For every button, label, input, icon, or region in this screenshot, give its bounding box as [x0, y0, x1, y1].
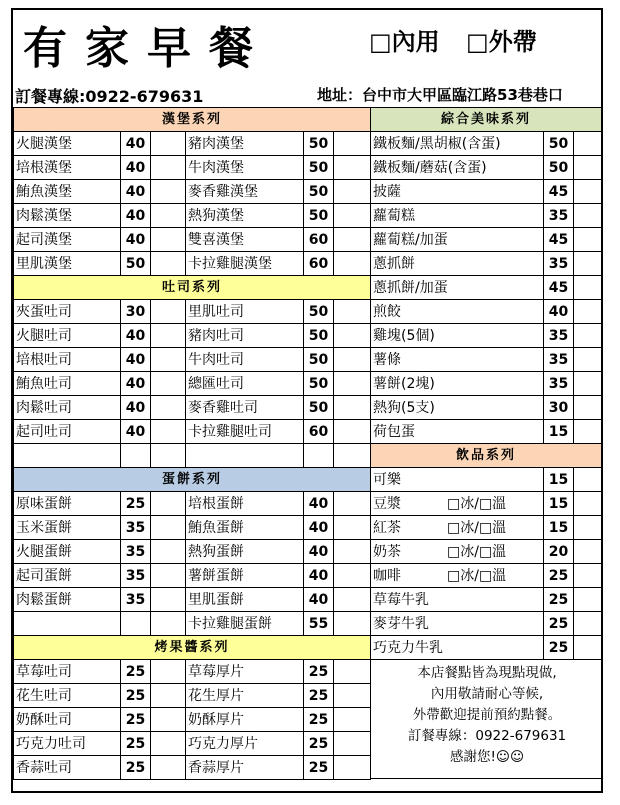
- menu-item-price: 40: [304, 564, 334, 588]
- menu-item-name[interactable]: 培根蛋餅: [186, 492, 304, 516]
- quantity-cell[interactable]: [574, 204, 602, 228]
- quantity-cell[interactable]: [574, 348, 602, 372]
- menu-item-price: 40: [304, 588, 334, 612]
- menu-row: [14, 708, 371, 732]
- menu-item-name[interactable]: 火腿蛋餅: [14, 540, 121, 564]
- quantity-cell[interactable]: [334, 516, 371, 540]
- menu-row: [14, 564, 371, 588]
- quantity-cell[interactable]: [334, 564, 371, 588]
- menu-item-name[interactable]: 巧克力厚片: [186, 732, 304, 756]
- menu-item-name[interactable]: 煎餃: [371, 300, 544, 324]
- menu-item-name[interactable]: 熱狗蛋餅: [186, 540, 304, 564]
- quantity-cell[interactable]: [151, 132, 186, 156]
- quantity-cell[interactable]: [151, 708, 186, 732]
- menu-row: [371, 636, 602, 660]
- quantity-cell[interactable]: [334, 300, 371, 324]
- notice-line: 外帶歡迎提前預約點餐。: [412, 707, 562, 723]
- notice-line: 本店餐點皆為現點現做,: [417, 665, 557, 681]
- quantity-cell[interactable]: [151, 492, 186, 516]
- quantity-cell[interactable]: [334, 324, 371, 348]
- quantity-cell[interactable]: [574, 468, 602, 492]
- menu-item-name[interactable]: 總匯吐司: [186, 372, 304, 396]
- menu-row: [371, 420, 602, 444]
- menu-item-price: 35: [121, 588, 151, 612]
- menu-item-price: 30: [544, 396, 574, 420]
- menu-item-name[interactable]: 奶酥吐司: [14, 708, 121, 732]
- menu-item-price: 50: [304, 132, 334, 156]
- menu-row: [371, 372, 602, 396]
- quantity-cell[interactable]: [574, 612, 602, 636]
- menu-item-price: 40: [121, 372, 151, 396]
- menu-item-name[interactable]: 巧克力吐司: [14, 732, 121, 756]
- drink-name: 可樂: [373, 471, 401, 488]
- quantity-cell[interactable]: [334, 396, 371, 420]
- quantity-cell[interactable]: [151, 732, 186, 756]
- menu-row: [371, 324, 602, 348]
- menu-item-name[interactable]: 薯餅(2塊): [371, 372, 544, 396]
- menu-item-name[interactable]: 草莓厚片: [186, 660, 304, 684]
- quantity-cell[interactable]: [151, 348, 186, 372]
- quantity-cell[interactable]: [151, 396, 186, 420]
- menu-item-name[interactable]: 鐵板麵/蘑菇(含蛋): [371, 156, 544, 180]
- menu-item-price: 50: [304, 204, 334, 228]
- menu-item-name[interactable]: 肉鬆漢堡: [14, 204, 121, 228]
- dine-in-checkbox[interactable]: □內用: [369, 28, 440, 56]
- menu-item-price: 50: [304, 156, 334, 180]
- menu-row: [371, 612, 602, 636]
- quantity-cell[interactable]: [151, 756, 186, 780]
- menu-item-name[interactable]: [371, 612, 544, 636]
- menu-item-price: 40: [121, 228, 151, 252]
- quantity-cell[interactable]: [151, 252, 186, 276]
- menu-item-price: 35: [121, 540, 151, 564]
- menu-item-price: 40: [304, 540, 334, 564]
- quantity-cell[interactable]: [151, 516, 186, 540]
- menu-row: [14, 492, 371, 516]
- quantity-cell[interactable]: [574, 156, 602, 180]
- section-header-row: [371, 108, 602, 132]
- quantity-cell[interactable]: [334, 372, 371, 396]
- section-header-row: [14, 108, 371, 132]
- menu-row: [371, 540, 602, 564]
- quantity-cell[interactable]: [151, 300, 186, 324]
- section-header-row: [371, 444, 602, 468]
- menu-item-name[interactable]: 蘿蔔糕/加蛋: [371, 228, 544, 252]
- quantity-cell[interactable]: [151, 324, 186, 348]
- menu-item-price: 35: [544, 204, 574, 228]
- menu-item-name[interactable]: 麥香雞吐司: [186, 396, 304, 420]
- quantity-cell[interactable]: [151, 372, 186, 396]
- menu-row: [14, 588, 371, 612]
- quantity-cell[interactable]: [574, 132, 602, 156]
- quantity-cell[interactable]: [151, 420, 186, 444]
- menu-item-name[interactable]: 火腿漢堡: [14, 132, 121, 156]
- quantity-cell[interactable]: [334, 228, 371, 252]
- menu-item-price: 25: [121, 660, 151, 684]
- menu-item-name[interactable]: 鮪魚吐司: [14, 372, 121, 396]
- quantity-cell[interactable]: [574, 564, 602, 588]
- quantity-cell[interactable]: [151, 684, 186, 708]
- menu-item-price: 50: [304, 300, 334, 324]
- quantity-cell[interactable]: [151, 588, 186, 612]
- store-notice: [371, 660, 602, 779]
- menu-item-price: [121, 612, 151, 636]
- menu-item-name[interactable]: [371, 636, 544, 660]
- menu-item-price: 30: [121, 300, 151, 324]
- menu-row: [371, 180, 602, 204]
- menu-item-name[interactable]: 卡拉雞腿漢堡: [186, 252, 304, 276]
- ice-hot-options[interactable]: □冰/□溫: [447, 543, 507, 560]
- quantity-cell[interactable]: [151, 156, 186, 180]
- menu-item-name[interactable]: 玉米蛋餅: [14, 516, 121, 540]
- menu-item-name[interactable]: [14, 612, 121, 636]
- menu-row: [14, 372, 371, 396]
- right-menu-table: [370, 107, 602, 779]
- menu-item-price: 40: [121, 180, 151, 204]
- quantity-cell[interactable]: [151, 540, 186, 564]
- menu-item-name[interactable]: [371, 564, 544, 588]
- menu-item-name[interactable]: 卡拉雞腿吐司: [186, 420, 304, 444]
- shop-name: 有家早餐: [23, 23, 271, 74]
- menu-item-price: 40: [121, 204, 151, 228]
- menu-item-price: 50: [121, 252, 151, 276]
- menu-item-name[interactable]: 熱狗(5支): [371, 396, 544, 420]
- menu-row: [14, 132, 371, 156]
- quantity-cell[interactable]: [334, 444, 371, 468]
- menu-item-price: [304, 444, 334, 468]
- menu-row: [371, 228, 602, 252]
- menu-item-price: 45: [544, 180, 574, 204]
- menu-row: [14, 252, 371, 276]
- menu-row: [371, 468, 602, 492]
- quantity-cell[interactable]: [334, 708, 371, 732]
- menu-item-price: 55: [304, 612, 334, 636]
- menu-item-price: 25: [304, 708, 334, 732]
- menu-item-name[interactable]: 雞塊(5個): [371, 324, 544, 348]
- quantity-cell[interactable]: [574, 540, 602, 564]
- menu-item-name[interactable]: 培根吐司: [14, 348, 121, 372]
- quantity-cell[interactable]: [574, 228, 602, 252]
- menu-item-price: 35: [121, 564, 151, 588]
- quantity-cell[interactable]: [574, 276, 602, 300]
- quantity-cell[interactable]: [574, 372, 602, 396]
- menu-row: [371, 348, 602, 372]
- quantity-cell[interactable]: [334, 156, 371, 180]
- menu-row: [371, 588, 602, 612]
- menu-item-price: 25: [121, 756, 151, 780]
- menu-row: [14, 756, 371, 780]
- menu-row: [371, 564, 602, 588]
- menu-item-name[interactable]: 奶酥厚片: [186, 708, 304, 732]
- order-hotline: 訂餐專線:0922-679631: [15, 87, 204, 106]
- menu-row: [14, 612, 371, 636]
- quantity-cell[interactable]: [574, 396, 602, 420]
- menu-item-name[interactable]: 豬肉吐司: [186, 324, 304, 348]
- quantity-cell[interactable]: [334, 420, 371, 444]
- menu-item-price: 25: [304, 756, 334, 780]
- menu-row: [14, 180, 371, 204]
- quantity-cell[interactable]: [334, 588, 371, 612]
- menu-item-name[interactable]: 蔥抓餅: [371, 252, 544, 276]
- menu-item-price: 40: [304, 492, 334, 516]
- menu-row: [14, 444, 371, 468]
- menu-row: [14, 732, 371, 756]
- menu-item-price: 35: [544, 372, 574, 396]
- quantity-cell[interactable]: [334, 660, 371, 684]
- menu-item-price: 25: [304, 684, 334, 708]
- menu-item-name[interactable]: [371, 588, 544, 612]
- quantity-cell[interactable]: [151, 660, 186, 684]
- quantity-cell[interactable]: [151, 444, 186, 468]
- ice-hot-options[interactable]: □冰/□溫: [447, 519, 507, 536]
- menu-item-price: 60: [304, 252, 334, 276]
- menu-item-price: 50: [304, 372, 334, 396]
- menu-row: [371, 276, 602, 300]
- notice-line: 內用敬請耐心等候,: [430, 686, 544, 702]
- menu-item-price: 35: [544, 348, 574, 372]
- notice-row: [371, 660, 602, 779]
- section-title: 飲品系列: [371, 444, 602, 468]
- left-menu-table: [13, 107, 371, 780]
- menu-item-price: 40: [121, 420, 151, 444]
- quantity-cell[interactable]: [334, 756, 371, 780]
- menu-item-name[interactable]: [371, 540, 544, 564]
- menu-item-price: 25: [544, 564, 574, 588]
- menu-item-price: 40: [121, 324, 151, 348]
- quantity-cell[interactable]: [574, 636, 602, 660]
- quantity-cell[interactable]: [574, 420, 602, 444]
- menu-item-name[interactable]: 香蒜厚片: [186, 756, 304, 780]
- section-title: 吐司系列: [14, 276, 371, 300]
- quantity-cell[interactable]: [334, 612, 371, 636]
- menu-row: [371, 492, 602, 516]
- quantity-cell[interactable]: [151, 228, 186, 252]
- menu-item-price: 25: [544, 612, 574, 636]
- menu-item-name[interactable]: 起司吐司: [14, 420, 121, 444]
- menu-item-price: 40: [121, 156, 151, 180]
- menu-item-name[interactable]: 草莓吐司: [14, 660, 121, 684]
- menu-sheet: [11, 8, 603, 793]
- menu-item-price: 25: [304, 732, 334, 756]
- menu-row: [371, 300, 602, 324]
- menu-item-name[interactable]: 牛肉吐司: [186, 348, 304, 372]
- quantity-cell[interactable]: [334, 540, 371, 564]
- menu-item-name[interactable]: 蔥抓餅/加蛋: [371, 276, 544, 300]
- drink-name: 奶茶: [373, 543, 401, 560]
- menu-item-price: 25: [544, 636, 574, 660]
- menu-item-price: 60: [304, 228, 334, 252]
- menu-item-name[interactable]: 夾蛋吐司: [14, 300, 121, 324]
- menu-row: [14, 228, 371, 252]
- menu-item-price: 40: [121, 348, 151, 372]
- menu-item-name[interactable]: 肉鬆吐司: [14, 396, 121, 420]
- menu-item-price: 40: [121, 396, 151, 420]
- menu-item-name[interactable]: 卡拉雞腿蛋餅: [186, 612, 304, 636]
- menu-row: [371, 132, 602, 156]
- menu-item-name[interactable]: 火腿吐司: [14, 324, 121, 348]
- quantity-cell[interactable]: [334, 684, 371, 708]
- menu-item-name[interactable]: [14, 444, 121, 468]
- menu-item-price: 40: [544, 300, 574, 324]
- menu-item-price: 20: [544, 540, 574, 564]
- drink-name: 巧克力牛乳: [373, 639, 443, 656]
- menu-item-price: 40: [121, 132, 151, 156]
- menu-item-name[interactable]: [371, 468, 544, 492]
- menu-item-price: 45: [544, 228, 574, 252]
- section-title: 烤果醬系列: [14, 636, 371, 660]
- menu-item-name[interactable]: 里肌漢堡: [14, 252, 121, 276]
- menu-row: [14, 324, 371, 348]
- menu-item-name[interactable]: 雙喜漢堡: [186, 228, 304, 252]
- quantity-cell[interactable]: [334, 180, 371, 204]
- quantity-cell[interactable]: [574, 588, 602, 612]
- menu-item-name[interactable]: 披薩: [371, 180, 544, 204]
- section-title: 綜合美味系列: [371, 108, 602, 132]
- quantity-cell[interactable]: [334, 132, 371, 156]
- section-header-row: [14, 276, 371, 300]
- menu-row: [14, 204, 371, 228]
- menu-item-name[interactable]: [186, 444, 304, 468]
- menu-item-name[interactable]: [371, 516, 544, 540]
- menu-item-price: 25: [121, 732, 151, 756]
- menu-item-name[interactable]: 薯條: [371, 348, 544, 372]
- menu-item-price: 35: [544, 324, 574, 348]
- quantity-cell[interactable]: [334, 252, 371, 276]
- drink-name: 紅茶: [373, 519, 401, 536]
- drink-name: 咖啡: [373, 567, 401, 584]
- menu-item-name[interactable]: 起司蛋餅: [14, 564, 121, 588]
- quantity-cell[interactable]: [574, 516, 602, 540]
- quantity-cell[interactable]: [334, 732, 371, 756]
- section-header-row: [14, 468, 371, 492]
- menu-item-price: 40: [304, 516, 334, 540]
- menu-item-name[interactable]: 蘿蔔糕: [371, 204, 544, 228]
- section-title: 蛋餅系列: [14, 468, 371, 492]
- menu-row: [371, 396, 602, 420]
- menu-row: [14, 420, 371, 444]
- menu-item-name[interactable]: 原味蛋餅: [14, 492, 121, 516]
- menu-item-name[interactable]: 里肌蛋餅: [186, 588, 304, 612]
- menu-item-price: 50: [304, 324, 334, 348]
- menu-row: [371, 516, 602, 540]
- menu-row: [14, 516, 371, 540]
- menu-item-price: 35: [121, 516, 151, 540]
- menu-item-price: 15: [544, 516, 574, 540]
- menu-item-price: 50: [304, 396, 334, 420]
- drink-name: 麥芽牛乳: [373, 615, 429, 632]
- menu-row: [14, 156, 371, 180]
- menu-item-name[interactable]: 里肌吐司: [186, 300, 304, 324]
- menu-item-price: 25: [121, 492, 151, 516]
- menu-item-name[interactable]: 肉鬆蛋餅: [14, 588, 121, 612]
- menu-item-price: 50: [304, 180, 334, 204]
- menu-item-name[interactable]: 麥香雞漢堡: [186, 180, 304, 204]
- menu-item-price: 35: [544, 252, 574, 276]
- quantity-cell[interactable]: [334, 492, 371, 516]
- menu-item-name[interactable]: 起司漢堡: [14, 228, 121, 252]
- menu-item-price: 15: [544, 468, 574, 492]
- quantity-cell[interactable]: [574, 252, 602, 276]
- menu-row: [14, 684, 371, 708]
- menu-header: [13, 10, 601, 111]
- menu-item-name[interactable]: 熱狗漢堡: [186, 204, 304, 228]
- ice-hot-options[interactable]: □冰/□溫: [447, 495, 507, 512]
- menu-item-price: 25: [121, 684, 151, 708]
- menu-item-name[interactable]: 豬肉漢堡: [186, 132, 304, 156]
- drink-name: 草莓牛乳: [373, 591, 429, 608]
- menu-item-price: 45: [544, 276, 574, 300]
- menu-row: [14, 348, 371, 372]
- menu-item-price: 25: [121, 708, 151, 732]
- menu-item-name[interactable]: 培根漢堡: [14, 156, 121, 180]
- quantity-cell[interactable]: [151, 564, 186, 588]
- order-type-options: [369, 22, 537, 57]
- shop-address: 地址：台中市大甲區臨江路53巷巷口: [317, 86, 563, 104]
- menu-item-price: 15: [544, 492, 574, 516]
- menu-item-price: 25: [544, 588, 574, 612]
- notice-line: 感謝您!☺☺: [449, 749, 525, 765]
- quantity-cell[interactable]: [574, 324, 602, 348]
- menu-item-price: 60: [304, 420, 334, 444]
- menu-item-name[interactable]: 荷包蛋: [371, 420, 544, 444]
- quantity-cell[interactable]: [151, 612, 186, 636]
- menu-item-name[interactable]: 鮪魚蛋餅: [186, 516, 304, 540]
- menu-item-name[interactable]: 香蒜吐司: [14, 756, 121, 780]
- menu-item-name[interactable]: 牛肉漢堡: [186, 156, 304, 180]
- menu-row: [14, 540, 371, 564]
- menu-item-price: [121, 444, 151, 468]
- menu-item-name[interactable]: 薯餅蛋餅: [186, 564, 304, 588]
- menu-row: [14, 660, 371, 684]
- quantity-cell[interactable]: [151, 204, 186, 228]
- menu-item-price: 25: [304, 660, 334, 684]
- menu-row: [14, 396, 371, 420]
- quantity-cell[interactable]: [574, 180, 602, 204]
- menu-item-price: 50: [304, 348, 334, 372]
- menu-row: [371, 252, 602, 276]
- quantity-cell[interactable]: [574, 300, 602, 324]
- quantity-cell[interactable]: [574, 492, 602, 516]
- quantity-cell[interactable]: [151, 180, 186, 204]
- drink-name: 豆漿: [373, 495, 401, 512]
- menu-item-price: 15: [544, 420, 574, 444]
- quantity-cell[interactable]: [334, 204, 371, 228]
- menu-item-name[interactable]: 鮪魚漢堡: [14, 180, 121, 204]
- section-header-row: [14, 636, 371, 660]
- menu-item-name[interactable]: 鐵板麵/黑胡椒(含蛋): [371, 132, 544, 156]
- quantity-cell[interactable]: [334, 348, 371, 372]
- menu-item-price: 50: [544, 132, 574, 156]
- section-title: 漢堡系列: [14, 108, 371, 132]
- ice-hot-options[interactable]: □冰/□溫: [447, 567, 507, 584]
- menu-item-name[interactable]: 花生吐司: [14, 684, 121, 708]
- menu-row: [371, 156, 602, 180]
- menu-row: [14, 300, 371, 324]
- notice-line: 訂餐專線：0922-679631: [407, 728, 567, 744]
- menu-item-name[interactable]: [371, 492, 544, 516]
- menu-item-name[interactable]: 花生厚片: [186, 684, 304, 708]
- menu-row: [371, 204, 602, 228]
- takeout-checkbox[interactable]: □外帶: [466, 28, 537, 56]
- menu-item-price: 50: [544, 156, 574, 180]
